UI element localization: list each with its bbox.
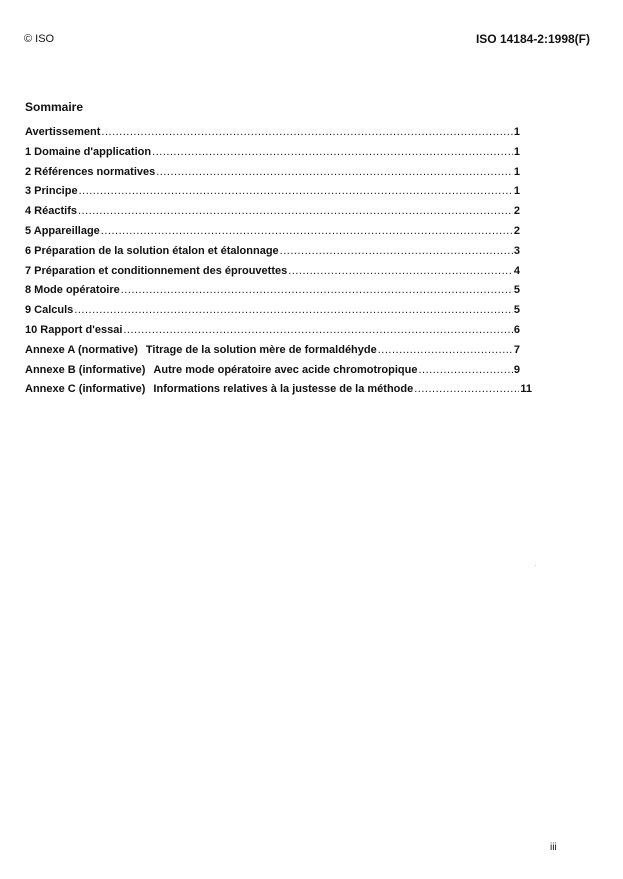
dot-leader — [79, 185, 513, 197]
dot-leader — [378, 344, 513, 356]
toc-entry-page: 7 — [513, 343, 520, 356]
toc-entry-principe[interactable] — [25, 185, 520, 205]
toc-entry-avertissement[interactable] — [25, 126, 520, 146]
toc-entry-title: 2 Références normatives — [25, 165, 156, 178]
toc-entry-title: 8 Mode opératoire — [25, 284, 120, 297]
toc-entry-title: Titrage de la solution mère de formaldéhyde — [145, 343, 377, 356]
toc-entry-reactifs[interactable] — [25, 205, 520, 225]
toc-entry-page: 5 — [513, 304, 520, 317]
toc-entry-title: Avertissement — [25, 126, 101, 138]
toc-entry-page: 1 — [513, 185, 520, 198]
dot-leader — [74, 304, 513, 316]
dot-leader — [123, 324, 513, 336]
toc-entry-page: 6 — [513, 323, 520, 336]
toc-entry-annexe-a[interactable] — [25, 344, 520, 364]
toc-entry-title: 10 Rapport d'essai — [25, 323, 123, 336]
table-of-contents — [25, 126, 532, 403]
document-reference: ISO 14184-2:1998(F) — [475, 32, 590, 46]
toc-entry-preparation-solution[interactable] — [25, 245, 520, 265]
dot-leader — [121, 284, 513, 296]
toc-entry-page: 2 — [513, 224, 520, 237]
page-number: iii — [550, 842, 557, 853]
toc-entry-annexe-b[interactable] — [25, 364, 520, 384]
dot-leader — [280, 245, 513, 257]
toc-entry-page: 1 — [513, 165, 520, 178]
toc-entry-page: 11 — [520, 383, 532, 396]
toc-entry-annex-label: Annexe A (normative) — [25, 343, 138, 356]
toc-entry-page: 1 — [513, 126, 520, 138]
dot-leader — [419, 364, 513, 376]
toc-entry-references-normatives[interactable] — [25, 166, 520, 186]
toc-entry-title: 6 Préparation de la solution étalon et étalonnage — [25, 244, 279, 257]
toc-entry-page: 1 — [513, 145, 520, 158]
toc-entry-calculs[interactable] — [25, 304, 520, 324]
toc-entry-title: 9 Calculs — [25, 304, 74, 317]
toc-entry-page: 4 — [513, 264, 520, 277]
dot-leader — [414, 383, 519, 395]
toc-entry-title: 7 Préparation et conditionnement des éprouvettes — [25, 264, 288, 277]
dot-leader — [78, 205, 513, 217]
toc-entry-appareillage[interactable] — [25, 225, 520, 245]
toc-entry-title: 3 Principe — [25, 185, 78, 198]
toc-entry-page: 3 — [513, 244, 520, 257]
toc-entry-page: 9 — [513, 363, 520, 376]
dot-leader — [152, 146, 513, 158]
dot-leader — [288, 265, 513, 277]
toc-entry-title: Informations relatives à la justesse de la méthode — [153, 383, 414, 396]
toc-title: Sommaire — [25, 100, 84, 114]
toc-entry-rapport-essai[interactable] — [25, 324, 520, 344]
dot-leader — [101, 225, 513, 237]
toc-entry-page: 5 — [513, 284, 520, 297]
copyright-label: © ISO — [24, 33, 55, 45]
toc-entry-mode-operatoire[interactable] — [25, 284, 520, 304]
dot-leader — [101, 126, 512, 138]
dot-leader — [156, 166, 513, 178]
scan-speck — [535, 565, 536, 566]
toc-entry-title: 5 Appareillage — [25, 224, 100, 237]
toc-entry-annex-label: Annexe C (informative) — [25, 383, 146, 396]
toc-entry-annex-label: Annexe B (informative) — [25, 363, 146, 376]
toc-entry-domaine-application[interactable] — [25, 146, 520, 166]
toc-entry-page: 2 — [513, 205, 520, 218]
toc-entry-preparation-eprouvettes[interactable] — [25, 265, 520, 285]
toc-entry-title: 1 Domaine d'application — [25, 145, 152, 158]
toc-entry-annexe-c[interactable] — [25, 383, 532, 403]
toc-entry-title: Autre mode opératoire avec acide chromotropique — [153, 363, 418, 376]
toc-entry-title: 4 Réactifs — [25, 205, 77, 218]
